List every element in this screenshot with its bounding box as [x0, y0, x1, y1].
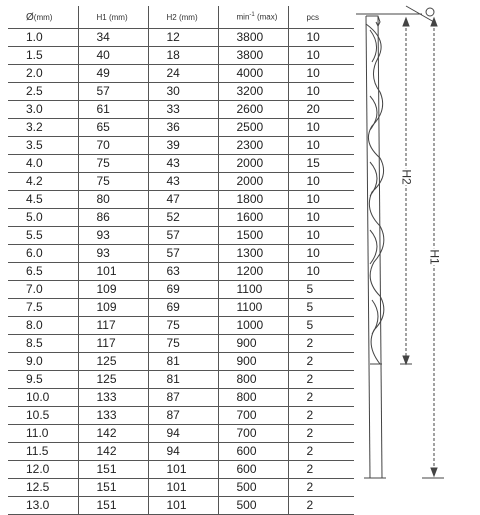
table-row [8, 245, 354, 263]
cell-h2: 43 [148, 173, 218, 191]
header-h2: H2 (mm) [148, 6, 218, 29]
cell-pcs: 10 [288, 263, 354, 281]
cell-diameter: 5.5 [8, 227, 78, 245]
table-row [8, 209, 354, 227]
drill-bit-diagram [348, 0, 480, 480]
cell-h2: 12 [148, 29, 218, 47]
cell-h1: 151 [78, 461, 148, 479]
table-row [8, 389, 354, 407]
cell-h2: 75 [148, 335, 218, 353]
table-row [8, 497, 354, 515]
cell-rpm: 500 [218, 497, 288, 515]
cell-h2: 47 [148, 191, 218, 209]
cell-rpm: 1500 [218, 227, 288, 245]
cell-h1: 109 [78, 299, 148, 317]
cell-diameter: 2.5 [8, 83, 78, 101]
cell-h2: 101 [148, 479, 218, 497]
cell-pcs: 2 [288, 461, 354, 479]
cell-diameter: 12.5 [8, 479, 78, 497]
cell-diameter: 4.5 [8, 191, 78, 209]
cell-pcs: 2 [288, 353, 354, 371]
table-row [8, 335, 354, 353]
cell-h1: 117 [78, 317, 148, 335]
cell-h1: 40 [78, 47, 148, 65]
cell-h1: 133 [78, 407, 148, 425]
table-row [8, 479, 354, 497]
cell-diameter: 11.0 [8, 425, 78, 443]
cell-h1: 61 [78, 101, 148, 119]
cell-h2: 101 [148, 497, 218, 515]
cell-h2: 81 [148, 371, 218, 389]
cell-rpm: 800 [218, 371, 288, 389]
cell-h1: 133 [78, 389, 148, 407]
cell-pcs: 15 [288, 155, 354, 173]
cell-diameter: 7.5 [8, 299, 78, 317]
cell-pcs: 10 [288, 119, 354, 137]
cell-pcs: 10 [288, 191, 354, 209]
cell-diameter: 2.0 [8, 65, 78, 83]
cell-rpm: 1100 [218, 281, 288, 299]
rpm-suffix: (max) [256, 12, 278, 22]
drill-bit-drawing [348, 0, 480, 480]
cell-h1: 93 [78, 245, 148, 263]
drill-spec-table [8, 6, 354, 515]
cell-h1: 151 [78, 497, 148, 515]
cell-h1: 34 [78, 29, 148, 47]
cell-diameter: 12.0 [8, 461, 78, 479]
cell-pcs: 2 [288, 335, 354, 353]
cell-h1: 109 [78, 281, 148, 299]
table-row [8, 443, 354, 461]
cell-rpm: 4000 [218, 65, 288, 83]
cell-diameter: 3.0 [8, 101, 78, 119]
rpm-exponent: -1 [249, 12, 255, 19]
cell-rpm: 2000 [218, 173, 288, 191]
cell-h2: 57 [148, 245, 218, 263]
cell-h2: 75 [148, 317, 218, 335]
cell-h1: 75 [78, 155, 148, 173]
cell-h1: 70 [78, 137, 148, 155]
cell-pcs: 2 [288, 371, 354, 389]
cell-diameter: 11.5 [8, 443, 78, 461]
table-row [8, 101, 354, 119]
cell-rpm: 700 [218, 407, 288, 425]
cell-diameter: 13.0 [8, 497, 78, 515]
cell-h2: 24 [148, 65, 218, 83]
cell-diameter: 3.5 [8, 137, 78, 155]
table-row [8, 281, 354, 299]
cell-pcs: 2 [288, 425, 354, 443]
cell-pcs: 5 [288, 281, 354, 299]
cell-h2: 33 [148, 101, 218, 119]
cell-pcs: 2 [288, 407, 354, 425]
cell-h2: 101 [148, 461, 218, 479]
cell-pcs: 5 [288, 317, 354, 335]
cell-pcs: 5 [288, 299, 354, 317]
table-row [8, 83, 354, 101]
cell-pcs: 20 [288, 101, 354, 119]
cell-h1: 75 [78, 173, 148, 191]
cell-h1: 125 [78, 353, 148, 371]
table-row [8, 191, 354, 209]
cell-h1: 86 [78, 209, 148, 227]
cell-pcs: 2 [288, 389, 354, 407]
h2-dimension-label: H2 [399, 169, 414, 185]
cell-diameter: 8.0 [8, 317, 78, 335]
table-row [8, 47, 354, 65]
cell-rpm: 1100 [218, 299, 288, 317]
cell-h2: 94 [148, 443, 218, 461]
cell-pcs: 2 [288, 443, 354, 461]
cell-h2: 81 [148, 353, 218, 371]
table-row [8, 263, 354, 281]
cell-pcs: 10 [288, 245, 354, 263]
cell-rpm: 1800 [218, 191, 288, 209]
cell-rpm: 1200 [218, 263, 288, 281]
cell-diameter: 3.2 [8, 119, 78, 137]
cell-rpm: 900 [218, 335, 288, 353]
cell-h1: 65 [78, 119, 148, 137]
table-row [8, 137, 354, 155]
table-row [8, 65, 354, 83]
table-row [8, 371, 354, 389]
cell-rpm: 2600 [218, 101, 288, 119]
cell-pcs: 10 [288, 29, 354, 47]
cell-pcs: 10 [288, 47, 354, 65]
cell-rpm: 700 [218, 425, 288, 443]
table-body [8, 29, 354, 515]
cell-pcs: 10 [288, 83, 354, 101]
table-row [8, 299, 354, 317]
cell-diameter: 4.2 [8, 173, 78, 191]
cell-diameter: 10.5 [8, 407, 78, 425]
cell-rpm: 3800 [218, 47, 288, 65]
table-row [8, 173, 354, 191]
cell-h2: 69 [148, 281, 218, 299]
cell-rpm: 500 [218, 479, 288, 497]
cell-h2: 43 [148, 155, 218, 173]
cell-pcs: 10 [288, 137, 354, 155]
cell-diameter: 1.0 [8, 29, 78, 47]
cell-rpm: 800 [218, 389, 288, 407]
table-row [8, 155, 354, 173]
cell-rpm: 3800 [218, 29, 288, 47]
cell-rpm: 3200 [218, 83, 288, 101]
cell-diameter: 1.5 [8, 47, 78, 65]
table-row [8, 353, 354, 371]
cell-rpm: 1000 [218, 317, 288, 335]
cell-h1: 142 [78, 425, 148, 443]
cell-diameter: 5.0 [8, 209, 78, 227]
cell-h1: 49 [78, 65, 148, 83]
header-rpm [218, 6, 288, 29]
cell-pcs: 10 [288, 227, 354, 245]
cell-h1: 80 [78, 191, 148, 209]
cell-rpm: 1300 [218, 245, 288, 263]
cell-h2: 57 [148, 227, 218, 245]
cell-h2: 94 [148, 425, 218, 443]
cell-diameter: 7.0 [8, 281, 78, 299]
cell-pcs: 10 [288, 209, 354, 227]
cell-pcs: 2 [288, 497, 354, 515]
cell-rpm: 600 [218, 443, 288, 461]
cell-h1: 57 [78, 83, 148, 101]
table-row [8, 227, 354, 245]
cell-rpm: 900 [218, 353, 288, 371]
cell-h2: 36 [148, 119, 218, 137]
header-diameter [8, 6, 78, 29]
cell-diameter: 10.0 [8, 389, 78, 407]
cell-h2: 18 [148, 47, 218, 65]
table-row [8, 119, 354, 137]
cell-h2: 52 [148, 209, 218, 227]
cell-diameter: 9.0 [8, 353, 78, 371]
cell-h1: 117 [78, 335, 148, 353]
header-pcs: pcs [288, 6, 354, 29]
cell-rpm: 2500 [218, 119, 288, 137]
cell-h1: 125 [78, 371, 148, 389]
diameter-symbol: Ø [26, 11, 34, 23]
table-row [8, 461, 354, 479]
table-row [8, 317, 354, 335]
cell-pcs: 2 [288, 479, 354, 497]
cell-rpm: 2300 [218, 137, 288, 155]
cell-h1: 93 [78, 227, 148, 245]
table-row [8, 425, 354, 443]
cell-h2: 30 [148, 83, 218, 101]
cell-pcs: 10 [288, 173, 354, 191]
cell-diameter: 9.5 [8, 371, 78, 389]
cell-pcs: 10 [288, 65, 354, 83]
rpm-unit: min [236, 12, 250, 22]
cell-diameter: 6.5 [8, 263, 78, 281]
cell-h2: 69 [148, 299, 218, 317]
cell-h1: 142 [78, 443, 148, 461]
header-h1: H1 (mm) [78, 6, 148, 29]
cell-diameter: 4.0 [8, 155, 78, 173]
table-row [8, 407, 354, 425]
cell-diameter: 6.0 [8, 245, 78, 263]
diameter-unit: (mm) [33, 12, 53, 22]
h1-dimension-label: H1 [427, 249, 442, 265]
cell-h2: 63 [148, 263, 218, 281]
cell-diameter: 8.5 [8, 335, 78, 353]
cell-rpm: 2000 [218, 155, 288, 173]
cell-h2: 39 [148, 137, 218, 155]
cell-h1: 101 [78, 263, 148, 281]
table-row [8, 29, 354, 47]
cell-rpm: 1600 [218, 209, 288, 227]
cell-h1: 151 [78, 479, 148, 497]
cell-rpm: 600 [218, 461, 288, 479]
table-header-row [8, 6, 354, 29]
cell-h2: 87 [148, 389, 218, 407]
cell-h2: 87 [148, 407, 218, 425]
